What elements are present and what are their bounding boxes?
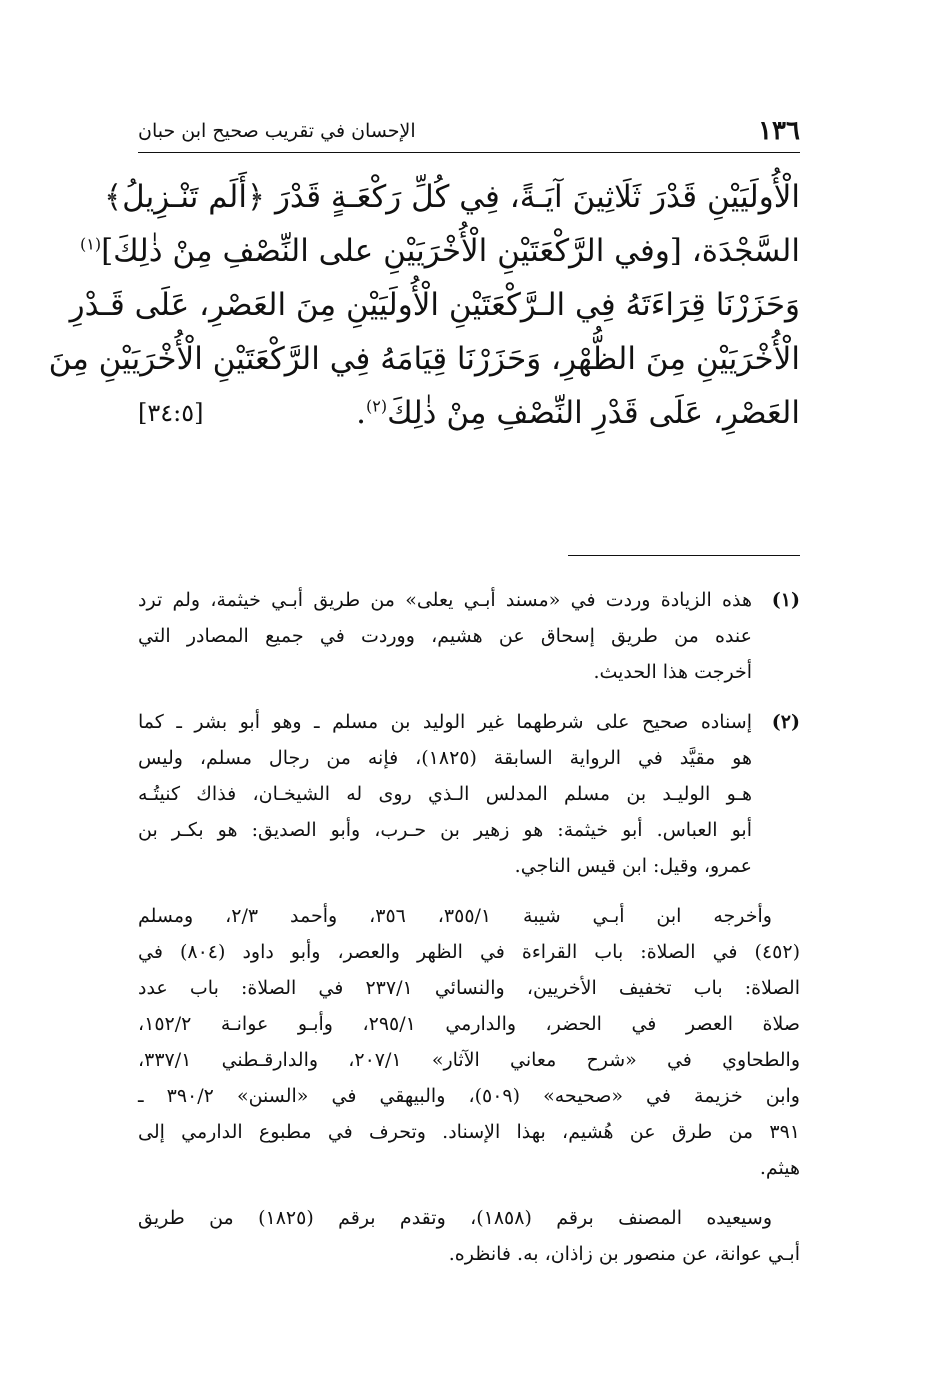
- paragraph-line: أبـي عوانة، عن منصور بن زاذان، به. فانظره.: [448, 1243, 800, 1265]
- footnote-2: [138, 704, 800, 884]
- takhrij-paragraph: [138, 898, 800, 1186]
- paragraph-line: (٤٥٢) في الصلاة: باب القراءة في الظهر والعصر، وأبو داود (٨٠٤) في: [138, 941, 800, 963]
- hadith-line: الْأُولَيَيْنِ قَدْرَ ثَلَاثِينَ آيَـةً، فِي كُلِّ رَكْعَـةٍ قَدْرَ ﴿أَلَم تَنْـزِيلُ﴾: [103, 179, 800, 215]
- hadith-line: الْأُخْرَيَيْنِ مِنَ الظُّهْرِ، وَحَزَرْنَا قِيَامَهُ فِي الرَّكْعَتَيْنِ الْأُخْرَيَيْنِ مِنَ: [48, 341, 800, 377]
- footnote-number: (١): [771, 589, 800, 611]
- paragraph-line: الصلاة: باب تخفيف الأخريين، والنسائي ٢٣٧/١ في الصلاة: باب عدد: [138, 977, 800, 999]
- paragraph-line: وابن خزيمة في «صحيحه» (٥٠٩)، والبيهقي في «السنن» ٣٩٠/٢ ـ: [138, 1085, 800, 1107]
- paragraph-line: ٣٩١ من طرق عن هُشيم، بهذا الإسناد. وتحرف في مطبوع الدارمي إلى: [138, 1121, 800, 1143]
- hadith-text: [48, 170, 800, 440]
- running-head: [138, 112, 800, 153]
- paragraph-line: هيثم.: [759, 1157, 800, 1179]
- page-number: ١٣٦: [758, 116, 800, 146]
- footnote-line: إسناده صحيح على شرطهما غير الوليد بن مسلم ـ وهو أبو بشر ـ كما: [138, 711, 752, 733]
- hadith-line: العَصْرِ، عَلَى قَدْرِ النِّصْفِ مِنْ ذٰلِكَ$^{(٢)}$. [٣٤:٥]: [138, 386, 800, 440]
- hadith-line: وَحَزَرْنَا قِرَاءَتَهُ فِي الـرَّكْعَتَيْنِ الْأُولَيَيْنِ مِنَ العَصْرِ، عَلَى قَـدْرِ: [69, 287, 800, 323]
- footnote-line: أخرجت هذا الحديث.: [593, 661, 752, 683]
- footnote-separator: [568, 555, 800, 556]
- footnote-marker: (٢): [366, 396, 388, 416]
- footnote-1: [138, 582, 800, 690]
- footnote-number: (٢): [771, 711, 800, 733]
- footnote-line: عنده من طريق إسحاق عن هشيم، ووردت في جميع المصادر التي: [138, 625, 752, 647]
- footnote-marker: (١): [79, 234, 102, 254]
- footnote-line: هو مقيَّد في الرواية السابقة (١٨٢٥)، فإنه من رجال مسلم، وليس: [138, 747, 753, 769]
- paragraph-line: صلاة العصر في الحضر، والدارمي ٢٩٥/١، وأبـو عوانـة ١٥٢/٢،: [138, 1013, 800, 1035]
- footnote-line: عمرو، وقيل: ابن قيس الناجي.: [514, 855, 752, 877]
- cross-reference-paragraph: [138, 1200, 800, 1272]
- book-title: الإحسان في تقريب صحيح ابن حبان: [138, 120, 416, 142]
- hadith-line: السَّجْدَة، [وفي الرَّكْعَتَيْنِ الْأُخْرَيَيْنِ على النِّصْفِ مِنْ ذٰلِكَ]$^{(١)}$: [79, 233, 800, 269]
- paragraph-line: والطحاوي في «شرح معاني الآثار» ٢٠٧/١، والدارقـطني ٣٣٧/١،: [138, 1049, 801, 1071]
- footnote-line: هذه الزيادة وردت في «مسند أبـي يعلى» من طريق أبـي خيثمة، ولم ترد: [138, 589, 752, 611]
- footnote-line: أبو العباس. أبو خيثمة: هو زهير بن حـرب، وأبو الصديق: هو بكـر بن: [138, 819, 752, 841]
- paragraph-line: وأخرجه ابن أبـي شيبة ٣٥٥/١، ٣٥٦، وأحمد ٢/٣، ومسلم: [138, 905, 772, 927]
- paragraph-line: وسيعيده المصنف برقم (١٨٥٨)، وتقدم برقم (١٨٢٥) من طريق: [138, 1207, 773, 1229]
- footnotes-section: [138, 582, 800, 1286]
- source-reference: [٣٤:٥]: [138, 399, 204, 427]
- footnote-line: هـو الوليـد بن مسلم المدلس الـذي روى له الشيخـان، فذاك كنيتُـه: [138, 783, 752, 805]
